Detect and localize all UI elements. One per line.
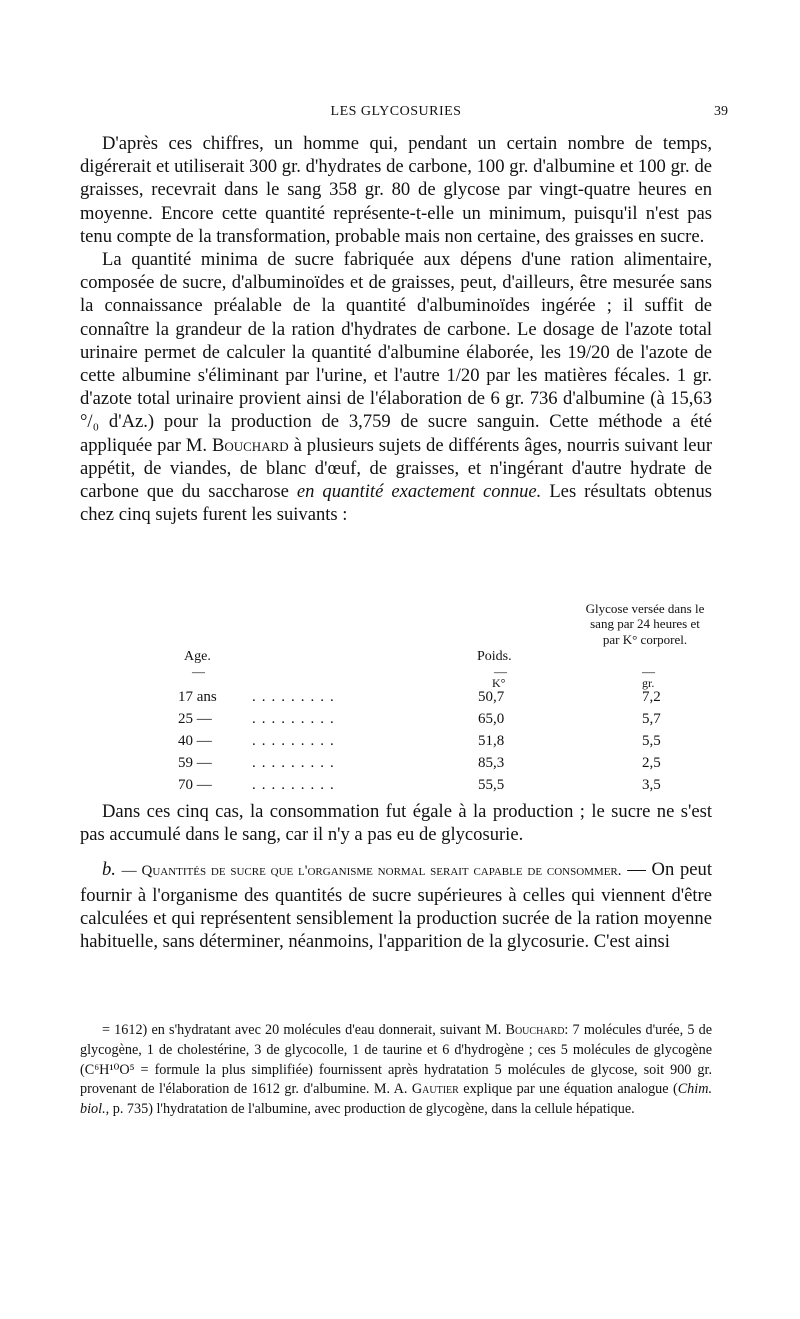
cell-age: 59 —: [178, 755, 212, 771]
dash-glyc: —: [642, 664, 655, 679]
footnote-name-gautier: Gautier: [411, 1081, 459, 1098]
paragraph-2-cont: à plusieurs sujets de différents âges, nourris suivant leur appétit, de viandes, de blanc d'œuf, de graisses, et n'ingérant d'autre hydrate de carbone que du saccharose: [80, 434, 713, 503]
dash-poids: —: [494, 664, 507, 679]
cell-poids: 85,3: [478, 755, 505, 771]
footnote-citation: Chim. biol.: [80, 1081, 713, 1118]
cell-poids: 50,7: [478, 689, 505, 705]
table-row: [80, 755, 712, 777]
footnote-part-4: , p. 735) l'hydratation de l'albumine, avec production de glycogène, dans la cellule hépatique.: [105, 1101, 635, 1118]
cell-age: 17 ans: [178, 689, 217, 705]
col-header-age: Age.: [184, 649, 211, 664]
leader-dots: .........: [252, 711, 340, 727]
dash-age: —: [192, 664, 205, 679]
cell-age: 70 —: [178, 777, 212, 793]
paragraph-2-italic: en quantité exactement connue.: [296, 481, 542, 503]
paragraph-1: D'après ces chiffres, un homme qui, pendant un certain nombre de temps, digérerait et utiliserait 300 gr. d'hydrates de carbone, 100 gr. d'albumine et 100 gr. de graisses, recevrait dans le sang 358 gr. 80 de glycose par vingt-quatre heures en moyenne. Encore cette quantité représente-t-elle un minimum, puisqu'il n'est pas tenu compte de la transformation, probable mais non certaine, des graisses en sucre.: [80, 133, 712, 247]
author-name-bouchard: Bouchard: [211, 434, 289, 456]
table-row: [80, 689, 712, 711]
body-text: [80, 132, 712, 526]
footnote-part-2: : 7 molécules d'urée, 5 de glycogène, 1 de cholestérine, 3 de glycocolle, 1 de taurine et 6 d'hydrogène ; ces 5 molécules de glycogène (C⁶H¹⁰O⁵ = formule la plus simplifiée) fournissent après hydratation 5 molécules de glycose, soit 900 gr. provenant de l'élaboration de 1612 gr. d'albumine. M. A.: [80, 1022, 712, 1098]
paragraph-2: [80, 248, 712, 526]
section-title: — Quantités de sucre que l'organisme normal serait capable de consommer.: [121, 863, 622, 880]
paragraph-2-end: Les résultats obtenus chez cinq sujets furent les suivants :: [80, 481, 712, 526]
section-letter: b.: [102, 859, 116, 881]
running-title: LES GLYCOSURIES: [330, 104, 462, 119]
paragraph-conclusion: Dans ces cinq cas, la consommation fut égale à la production ; le sucre ne s'est pas accumulé dans le sang, car il n'y a pas eu de glycosurie.: [80, 801, 712, 846]
cell-poids: 51,8: [478, 733, 505, 749]
cell-glycose: 3,5: [642, 777, 661, 793]
leader-dots: .........: [252, 733, 340, 749]
cell-glycose: 2,5: [642, 755, 661, 771]
leader-dots: .........: [252, 689, 340, 705]
unit-poids: K°: [492, 676, 506, 690]
table-row: [80, 711, 712, 733]
paragraph-2-text: La quantité minima de sucre fabriquée aux dépens d'une ration alimentaire, composée de sucre, d'albuminoïdes et de graisses, peut, d'ailleurs, être mesurée sans la connaissance préalable de la quantité d'albuminoïdes ingérée ; il suffit de connaître la grandeur de la ration d'hydrates de carbone. Le dosage de l'azote total urinaire permet de calculer la quantité d'albumine élaborée, les 19/20 de l'azote de cette albumine s'éliminant par l'urine, et l'autre 1/20 par les matières fécales. 1 gr. d'azote total urinaire provient ainsi de l'élaboration de 6 gr. 736 d'albumine (à 15,63 °/₀ d'Az.) pour la production de 3,759 de sucre sanguin. Cette méthode a été appliquée par M.: [80, 249, 712, 456]
footnote-part-3: explique par une équation analogue (: [463, 1081, 678, 1098]
cell-age: 40 —: [178, 733, 212, 749]
table-row: [80, 777, 712, 799]
footnote-text: [80, 1021, 712, 1120]
footnote-name-bouchard: Bouchard: [505, 1022, 565, 1038]
leader-dots: .........: [252, 777, 340, 793]
unit-glyc: gr.: [642, 676, 655, 690]
table-row: [80, 733, 712, 755]
page-number: 39: [714, 104, 728, 119]
section-b: [80, 858, 712, 953]
cell-glycose: 5,5: [642, 733, 661, 749]
col-header-poids: Poids.: [477, 649, 512, 664]
footnote: [80, 1021, 712, 1120]
col-header-glycose: Glycose versée dans le sang par 24 heures et par K° corporel.: [585, 601, 705, 647]
footnote-part-1: = 1612) en s'hydratant avec 20 molécules d'eau donnerait, suivant M.: [102, 1022, 502, 1038]
cell-poids: 55,5: [478, 777, 505, 793]
page-header: [80, 100, 728, 124]
cell-poids: 65,0: [478, 711, 505, 727]
after-table-text: [80, 800, 712, 965]
leader-dots: .........: [252, 755, 340, 771]
cell-glycose: 7,2: [642, 689, 661, 705]
cell-glycose: 5,7: [642, 711, 661, 727]
cell-age: 25 —: [178, 711, 212, 727]
section-text: — On peut fournir à l'organisme des quantités de sucre supérieures à celles qui viennent d'être calculées et qui représentent sensiblement la production sucrée de la ration moyenne habituelle, sans déterminer, néanmoins, l'apparition de la glycosurie. C'est ainsi: [80, 859, 712, 953]
